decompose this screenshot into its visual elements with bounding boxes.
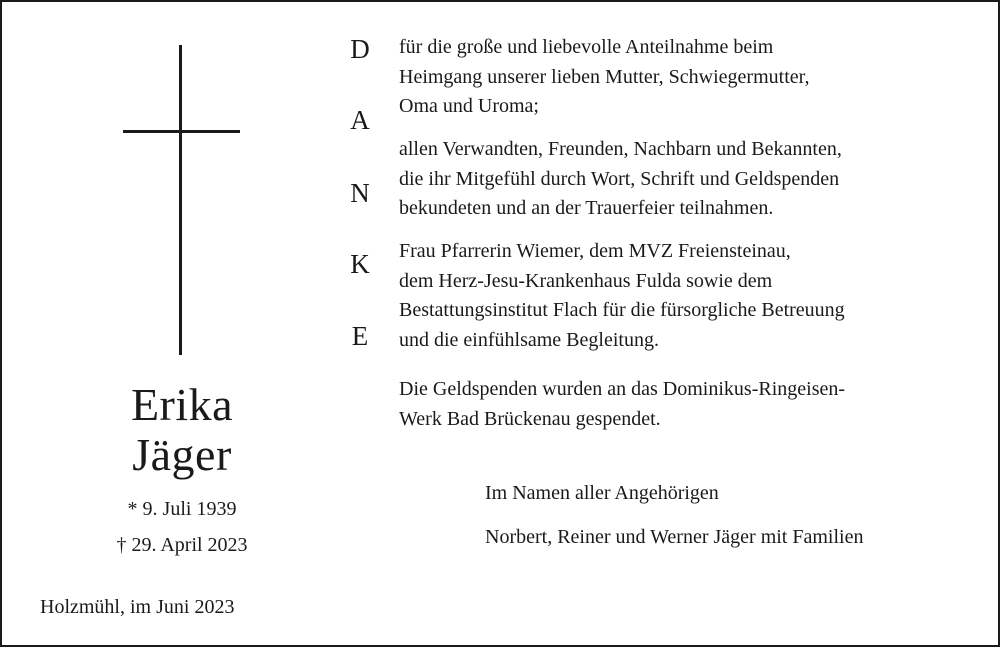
text-line: Oma und Uroma;: [399, 95, 539, 117]
death-date: † 29. April 2023: [116, 534, 248, 556]
text-line: und die einfühlsame Begleitung.: [399, 328, 659, 351]
text-line: Werk Bad Brückenau gespendet.: [399, 407, 661, 430]
cross-icon-horizontal: [123, 130, 240, 133]
text-line: Die Geldspenden wurden an das Dominikus-Ringeisen-: [399, 378, 846, 400]
text-line: Heimgang unserer lieben Mutter, Schwiegermutter,: [399, 65, 810, 88]
danke-letter-k: K: [350, 249, 370, 279]
text-line: die ihr Mitgefühl durch Wort, Schrift und Geldspenden: [399, 167, 840, 190]
signature-intro: Im Namen aller Angehörigen: [485, 482, 719, 504]
text-line: bekundeten und an der Trauerfeier teilnahmen.: [399, 197, 774, 219]
paragraph-donations: [399, 375, 979, 434]
text-line: Bestattungsinstitut Flach für die fürsorgliche Betreuung: [399, 299, 845, 321]
paragraph-relatives: [399, 135, 979, 224]
place-and-date: Holzmühl, im Juni 2023: [40, 596, 235, 618]
danke-letter-n: N: [350, 178, 370, 208]
paragraph-caregivers: [399, 237, 979, 355]
text-line: allen Verwandten, Freunden, Nachbarn und Bekannten,: [399, 138, 842, 160]
paragraph-condolence: [399, 33, 979, 122]
text-line: dem Herz-Jesu-Krankenhaus Fulda sowie dem: [399, 269, 773, 292]
text-line: für die große und liebevolle Anteilnahme beim: [399, 36, 774, 58]
signature-names: Norbert, Reiner und Werner Jäger mit Familien: [485, 526, 864, 548]
danke-letter-a: A: [350, 105, 370, 135]
deceased-last-name: Jäger: [132, 429, 232, 480]
danke-letter-d: D: [350, 34, 370, 64]
text-line: Frau Pfarrerin Wiemer, dem MVZ Freiensteinau,: [399, 240, 791, 262]
cross-icon-vertical: [179, 45, 182, 355]
danke-letter-e: E: [351, 321, 369, 351]
birth-date: * 9. Juli 1939: [127, 498, 237, 520]
deceased-first-name: Erika: [130, 379, 234, 430]
